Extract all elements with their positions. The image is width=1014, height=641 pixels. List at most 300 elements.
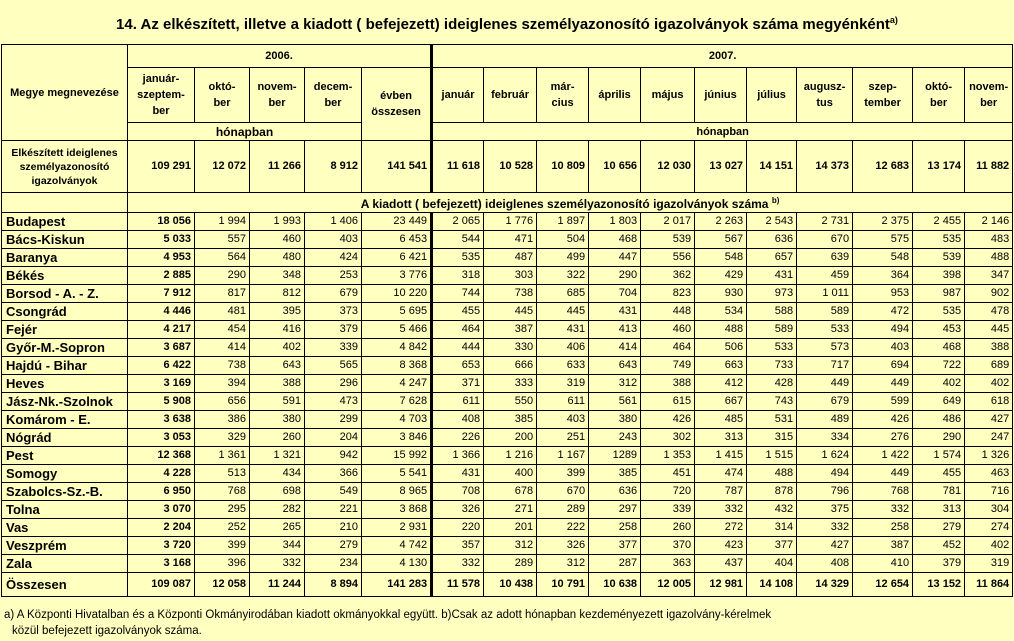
table-cell: 2 885	[128, 267, 195, 285]
table-cell: 11 244	[250, 573, 305, 597]
month-2007-header: szep- tember	[853, 68, 913, 123]
table-cell: 141 283	[362, 573, 432, 597]
table-cell: 426	[641, 411, 695, 429]
table-cell: 499	[537, 249, 589, 267]
table-cell: 444	[432, 339, 484, 357]
table-cell: 618	[965, 393, 1013, 411]
table-cell: 222	[537, 519, 589, 537]
table-cell: 549	[305, 483, 362, 501]
month-2006-header: novem- ber	[250, 68, 305, 123]
table-cell: 1 422	[853, 447, 913, 465]
table-cell: 468	[913, 339, 965, 357]
table-cell: 362	[641, 267, 695, 285]
produced-value: 11 618	[432, 141, 484, 193]
produced-value: 13 027	[695, 141, 747, 193]
table-cell: 550	[484, 393, 537, 411]
table-cell: 679	[305, 285, 362, 303]
table-cell: 373	[305, 303, 362, 321]
county-name: Komárom - E.	[2, 411, 128, 429]
table-cell: 2 017	[641, 213, 695, 231]
year-2006-header: 2006.	[128, 45, 432, 68]
table-cell: 539	[913, 249, 965, 267]
table-row	[2, 429, 1013, 447]
table-cell: 204	[305, 429, 362, 447]
table-cell: 486	[913, 411, 965, 429]
table-cell: 12 368	[128, 447, 195, 465]
table-cell: 287	[589, 555, 641, 573]
table-cell: 2 146	[965, 213, 1013, 231]
table-cell: 539	[641, 231, 695, 249]
produced-row	[2, 141, 1013, 193]
table-cell: 322	[537, 267, 589, 285]
county-name: Hajdú - Bihar	[2, 357, 128, 375]
table-row	[2, 519, 1013, 537]
table-cell: 380	[250, 411, 305, 429]
table-cell: 708	[432, 483, 484, 501]
table-cell: 431	[589, 303, 641, 321]
table-cell: 473	[305, 393, 362, 411]
table-cell: 454	[195, 321, 250, 339]
table-cell: 432	[747, 501, 797, 519]
table-cell: 332	[853, 501, 913, 519]
table-cell: 313	[695, 429, 747, 447]
table-cell: 455	[913, 465, 965, 483]
table-cell: 14 329	[797, 573, 853, 597]
issued-header-text: A kiadott ( befejezett) ideiglenes személyazonosító igazolványok száma	[360, 197, 769, 211]
table-cell: 200	[484, 429, 537, 447]
table-cell: 8 368	[362, 357, 432, 375]
table-cell: 2 931	[362, 519, 432, 537]
table-cell: 535	[913, 231, 965, 249]
table-cell: 3 868	[362, 501, 432, 519]
table-cell: 318	[432, 267, 484, 285]
table-row	[2, 303, 1013, 321]
table-cell: 445	[484, 303, 537, 321]
county-name: Nógrád	[2, 429, 128, 447]
table-cell: 564	[195, 249, 250, 267]
table-cell: 427	[797, 537, 853, 555]
table-cell: 1 897	[537, 213, 589, 231]
table-cell: 722	[913, 357, 965, 375]
table-cell: 987	[913, 285, 965, 303]
table-cell: 942	[305, 447, 362, 465]
table-cell: 412	[695, 375, 747, 393]
table-cell: 312	[537, 555, 589, 573]
table-cell: 400	[484, 465, 537, 483]
table-cell: 1 321	[250, 447, 305, 465]
table-cell: 599	[853, 393, 913, 411]
county-name: Csongrád	[2, 303, 128, 321]
month-2007-header: július	[747, 68, 797, 123]
table-cell: 385	[589, 465, 641, 483]
table-cell: 720	[641, 483, 695, 501]
table-cell: 768	[853, 483, 913, 501]
county-name: Fejér	[2, 321, 128, 339]
table-cell: 689	[965, 357, 1013, 375]
table-cell: 449	[797, 375, 853, 393]
table-cell: 4 953	[128, 249, 195, 267]
table-cell: 471	[484, 231, 537, 249]
produced-value: 11 882	[965, 141, 1013, 193]
table-cell: 10 438	[484, 573, 537, 597]
table-cell: 488	[965, 249, 1013, 267]
table-cell: 426	[853, 411, 913, 429]
table-cell: 313	[913, 501, 965, 519]
table-cell: 1 994	[195, 213, 250, 231]
table-cell: 4 247	[362, 375, 432, 393]
table-cell: 556	[641, 249, 695, 267]
table-cell: 4 228	[128, 465, 195, 483]
table-cell: 226	[432, 429, 484, 447]
table-cell: 611	[432, 393, 484, 411]
table-cell: 344	[250, 537, 305, 555]
footnote-line-1: a) A Központi Hivatalban és a Központi Okmányirodában kiadott okmányokkal együtt. b)Csak az adott hónapban kezdeményezett igazolvány-kérelmek	[4, 609, 772, 621]
table-cell: 8 965	[362, 483, 432, 501]
table-cell: 13 152	[913, 573, 965, 597]
table-cell: 388	[641, 375, 695, 393]
table-cell: 413	[589, 321, 641, 339]
table-cell: 494	[797, 465, 853, 483]
table-cell: 4 703	[362, 411, 432, 429]
table-cell: 326	[537, 537, 589, 555]
table-cell: 408	[797, 555, 853, 573]
table-cell: 643	[589, 357, 641, 375]
table-cell: 452	[913, 537, 965, 555]
table-cell: 448	[641, 303, 695, 321]
table-cell: 472	[853, 303, 913, 321]
table-cell: 431	[432, 465, 484, 483]
table-cell: 535	[913, 303, 965, 321]
table-cell: 666	[484, 357, 537, 375]
table-cell: 480	[250, 249, 305, 267]
table-cell: 12 981	[695, 573, 747, 597]
table-cell: 272	[695, 519, 747, 537]
table-cell: 247	[965, 429, 1013, 447]
table-cell: 243	[589, 429, 641, 447]
table-cell: 449	[853, 375, 913, 393]
table-cell: 544	[432, 231, 484, 249]
table-row	[2, 285, 1013, 303]
table-cell: 377	[747, 537, 797, 555]
per-month-2007: hónapban	[432, 123, 1013, 141]
table-cell: 274	[965, 519, 1013, 537]
produced-value: 8 912	[305, 141, 362, 193]
table-cell: 299	[305, 411, 362, 429]
table-cell: 357	[432, 537, 484, 555]
month-2006-header: októ- ber	[195, 68, 250, 123]
table-cell: 423	[695, 537, 747, 555]
produced-label: Elkészített ideiglenes személyazonosító igazolványok	[2, 141, 128, 193]
produced-value: 11 266	[250, 141, 305, 193]
table-cell: 717	[797, 357, 853, 375]
total-label: Összesen	[2, 573, 128, 597]
table-cell: 488	[695, 321, 747, 339]
month-2007-header: április	[589, 68, 641, 123]
table-cell: 234	[305, 555, 362, 573]
footnote	[4, 607, 1010, 639]
year-2007-header: 2007.	[432, 45, 1013, 68]
month-2007-header: novem- ber	[965, 68, 1013, 123]
county-name: Vas	[2, 519, 128, 537]
county-name: Tolna	[2, 501, 128, 519]
table-cell: 402	[965, 537, 1013, 555]
table-cell: 388	[250, 375, 305, 393]
month-2007-header: május	[641, 68, 695, 123]
month-2007-header: június	[695, 68, 747, 123]
table-cell: 483	[965, 231, 1013, 249]
table-cell: 402	[965, 375, 1013, 393]
table-cell: 685	[537, 285, 589, 303]
year-header-row	[2, 45, 1013, 68]
table-cell: 633	[537, 357, 589, 375]
produced-value: 10 809	[537, 141, 589, 193]
table-cell: 282	[250, 501, 305, 519]
table-cell: 656	[195, 393, 250, 411]
table-cell: 973	[747, 285, 797, 303]
table-cell: 388	[965, 339, 1013, 357]
table-cell: 565	[305, 357, 362, 375]
table-cell: 588	[747, 303, 797, 321]
table-cell: 459	[797, 267, 853, 285]
table-cell: 504	[537, 231, 589, 249]
table-row	[2, 483, 1013, 501]
table-cell: 589	[747, 321, 797, 339]
produced-value: 12 683	[853, 141, 913, 193]
table-cell: 5 033	[128, 231, 195, 249]
county-column-header: Megye megnevezése	[2, 45, 128, 141]
table-cell: 464	[432, 321, 484, 339]
county-name: Zala	[2, 555, 128, 573]
table-row	[2, 249, 1013, 267]
table-cell: 1 624	[797, 447, 853, 465]
table-cell: 289	[537, 501, 589, 519]
table-cell: 487	[484, 249, 537, 267]
table-row	[2, 213, 1013, 231]
table-cell: 953	[853, 285, 913, 303]
county-name: Heves	[2, 375, 128, 393]
table-cell: 3 638	[128, 411, 195, 429]
table-cell: 6 453	[362, 231, 432, 249]
table-cell: 3 687	[128, 339, 195, 357]
table-cell: 431	[747, 267, 797, 285]
table-cell: 431	[537, 321, 589, 339]
table-cell: 314	[747, 519, 797, 537]
table-cell: 326	[432, 501, 484, 519]
table-cell: 463	[965, 465, 1013, 483]
table-cell: 4 130	[362, 555, 432, 573]
table-cell: 5 695	[362, 303, 432, 321]
table-cell: 379	[913, 555, 965, 573]
table-cell: 258	[589, 519, 641, 537]
issued-header-blank	[2, 193, 128, 213]
table-cell: 332	[695, 501, 747, 519]
table-cell: 531	[747, 411, 797, 429]
table-cell: 1 776	[484, 213, 537, 231]
county-name: Veszprém	[2, 537, 128, 555]
table-cell: 533	[797, 321, 853, 339]
table-cell: 447	[589, 249, 641, 267]
table-cell: 1 406	[305, 213, 362, 231]
table-cell: 7 912	[128, 285, 195, 303]
table-cell: 481	[195, 303, 250, 321]
table-cell: 289	[484, 555, 537, 573]
footnote-line-2: közül befejezett igazolványok száma.	[12, 625, 202, 637]
table-cell: 1 993	[250, 213, 305, 231]
table-cell: 445	[537, 303, 589, 321]
county-name: Győr-M.-Sopron	[2, 339, 128, 357]
table-cell: 643	[250, 357, 305, 375]
table-cell: 385	[484, 411, 537, 429]
table-cell: 716	[965, 483, 1013, 501]
table-cell: 303	[484, 267, 537, 285]
table-cell: 2 455	[913, 213, 965, 231]
table-cell: 11 578	[432, 573, 484, 597]
table-row	[2, 501, 1013, 519]
table-cell: 265	[250, 519, 305, 537]
table-cell: 332	[432, 555, 484, 573]
table-cell: 416	[250, 321, 305, 339]
table-cell: 5 908	[128, 393, 195, 411]
table-cell: 1 574	[913, 447, 965, 465]
page-title	[0, 0, 1014, 40]
table-cell: 1 366	[432, 447, 484, 465]
table-cell: 5 466	[362, 321, 432, 339]
table-cell: 3 053	[128, 429, 195, 447]
table-row	[2, 339, 1013, 357]
table-cell: 744	[432, 285, 484, 303]
table-cell: 611	[537, 393, 589, 411]
table-cell: 548	[853, 249, 913, 267]
table-cell: 2 543	[747, 213, 797, 231]
county-name: Baranya	[2, 249, 128, 267]
table-cell: 14 108	[747, 573, 797, 597]
table-cell: 12 005	[641, 573, 695, 597]
table-cell: 670	[537, 483, 589, 501]
table-cell: 10 220	[362, 285, 432, 303]
table-cell: 513	[195, 465, 250, 483]
table-cell: 258	[853, 519, 913, 537]
table-cell: 379	[305, 321, 362, 339]
table-cell: 348	[250, 267, 305, 285]
table-cell: 930	[695, 285, 747, 303]
table-cell: 743	[747, 393, 797, 411]
table-cell: 548	[695, 249, 747, 267]
table-row	[2, 321, 1013, 339]
table-cell: 573	[797, 339, 853, 357]
table-cell: 1 216	[484, 447, 537, 465]
table-cell: 506	[695, 339, 747, 357]
table-cell: 615	[641, 393, 695, 411]
table-cell: 738	[484, 285, 537, 303]
data-table	[1, 44, 1013, 597]
table-cell: 201	[484, 519, 537, 537]
table-cell: 364	[853, 267, 913, 285]
table-cell: 319	[537, 375, 589, 393]
produced-value: 109 291	[128, 141, 195, 193]
produced-value: 10 528	[484, 141, 537, 193]
title-footnote-mark: a)	[889, 15, 898, 25]
table-cell: 535	[432, 249, 484, 267]
table-cell: 386	[195, 411, 250, 429]
table-cell: 434	[250, 465, 305, 483]
table-cell: 639	[797, 249, 853, 267]
table-cell: 2 731	[797, 213, 853, 231]
table-cell: 1 415	[695, 447, 747, 465]
table-cell: 704	[589, 285, 641, 303]
month-2007-header: január	[432, 68, 484, 123]
table-cell: 210	[305, 519, 362, 537]
table-cell: 387	[484, 321, 537, 339]
table-row	[2, 375, 1013, 393]
table-cell: 260	[641, 519, 695, 537]
table-cell: 4 217	[128, 321, 195, 339]
table-cell: 589	[797, 303, 853, 321]
table-cell: 15 992	[362, 447, 432, 465]
table-cell: 455	[432, 303, 484, 321]
table-cell: 445	[965, 321, 1013, 339]
table-cell: 302	[641, 429, 695, 447]
table-cell: 290	[913, 429, 965, 447]
produced-value: 12 072	[195, 141, 250, 193]
table-cell: 878	[747, 483, 797, 501]
table-cell: 404	[747, 555, 797, 573]
table-cell: 1 167	[537, 447, 589, 465]
table-cell: 464	[641, 339, 695, 357]
table-cell: 1 326	[965, 447, 1013, 465]
table-cell: 339	[305, 339, 362, 357]
table-cell: 557	[195, 231, 250, 249]
table-cell: 402	[913, 375, 965, 393]
table-cell: 339	[641, 501, 695, 519]
table-cell: 312	[589, 375, 641, 393]
produced-value: 141 541	[362, 141, 432, 193]
table-cell: 488	[747, 465, 797, 483]
per-month-row	[2, 123, 1013, 141]
county-rows	[2, 213, 1013, 597]
table-row	[2, 537, 1013, 555]
table-cell: 332	[250, 555, 305, 573]
table-cell: 251	[537, 429, 589, 447]
table-cell: 414	[195, 339, 250, 357]
table-cell: 296	[305, 375, 362, 393]
table-cell: 312	[484, 537, 537, 555]
table-cell: 781	[913, 483, 965, 501]
table-cell: 329	[195, 429, 250, 447]
table-cell: 18 056	[128, 213, 195, 231]
table-cell: 6 422	[128, 357, 195, 375]
table-cell: 636	[747, 231, 797, 249]
table-cell: 474	[695, 465, 747, 483]
table-cell: 678	[484, 483, 537, 501]
table-cell: 23 449	[362, 213, 432, 231]
produced-value: 14 151	[747, 141, 797, 193]
table-cell: 406	[537, 339, 589, 357]
table-cell: 371	[432, 375, 484, 393]
table-cell: 7 628	[362, 393, 432, 411]
table-cell: 494	[853, 321, 913, 339]
table-cell: 4 842	[362, 339, 432, 357]
table-row	[2, 231, 1013, 249]
table-cell: 649	[913, 393, 965, 411]
table-cell: 1 803	[589, 213, 641, 231]
table-cell: 1289	[589, 447, 641, 465]
table-cell: 478	[965, 303, 1013, 321]
county-name: Jász-Nk.-Szolnok	[2, 393, 128, 411]
table-cell: 694	[853, 357, 913, 375]
table-cell: 738	[195, 357, 250, 375]
month-2007-header: októ- ber	[913, 68, 965, 123]
year-total-header: évben összesen	[362, 68, 432, 141]
